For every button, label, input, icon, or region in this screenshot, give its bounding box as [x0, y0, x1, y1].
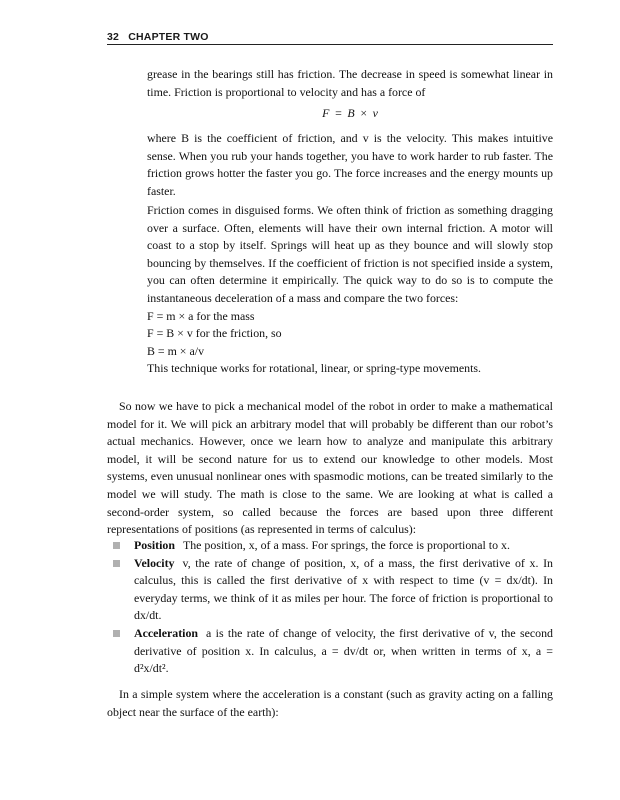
paragraph-friction-explanation: where B is the coefficient of friction, and v is the velocity. This makes intuitive sense. When you rub your hands together, you have to work harder to rub faster. The friction grows hotter the faster you go. The force increases and the energy mounts up faster.: [147, 131, 553, 198]
formula-friction: F = B × v for the friction, so: [147, 326, 282, 341]
technique-note: This technique works for rotational, linear, or spring-type movements.: [147, 361, 482, 376]
square-bullet-icon: [113, 560, 120, 567]
header-rule: [107, 44, 553, 45]
list-item-velocity: [113, 555, 553, 625]
paragraph-mechanical-model: So now we have to pick a mechanical model of the robot in order to make a mathematical model for it. We will pick an arbitrary model that will probably be different than our robot’s actual mechanics. However, once we learn how to analyze and manipulate this arbitrary model, it will be second nature for us to extend our knowledge to other models. Most systems, even unusual nonlinear ones with spasmodic motions, can be treated similarly to the model we will study. The math is close to the same. We are looking at what is called a second-order system, so called because the forces are based upon three different representations of positions (as represented in terms of calculus):: [107, 399, 553, 537]
definition-acceleration: a is the rate of change of velocity, the first derivative of v, the second derivative of position x. In calculus, a = dv/dt or, when written in terms of x, a = d²x/dt².: [134, 625, 553, 676]
running-head: [107, 31, 553, 43]
definition-position: The position, x, of a mass. For springs, the force is proportional to x.: [182, 538, 510, 552]
definition-velocity: v, the rate of change of position, x, of a mass, the first derivative of x. In calculus, this is called the first derivative of x with respect to time (v = dx/dt). In everyday terms, we think of it as miles per hour. The force of friction is proportional to dx/dt.: [134, 555, 553, 623]
list-item-acceleration: [113, 625, 553, 678]
list-item-position: [113, 537, 553, 555]
paragraph-disguised-forms: Friction comes in disguised forms. We often think of friction as something dragging over a surface. Often, elements will have their own internal friction. A motor will coast to a stop by itself. Springs will heat up as they bounce and will slowly stop bouncing by themselves. If the coefficient of friction is not specified inside a system, you can often determine it empirically. The quick way to do so is to compute the instantaneous deceleration of a mass and compare the two forces:: [147, 203, 553, 305]
paragraph-constant-acceleration: In a simple system where the acceleration is a constant (such as gravity acting on a falling object near the surface of the earth):: [107, 687, 553, 719]
formula-mass: F = m × a for the mass: [147, 308, 255, 323]
square-bullet-icon: [113, 542, 120, 549]
formula-coefficient: B = m × a/v: [147, 343, 205, 358]
term-acceleration: Acceleration: [134, 625, 199, 640]
paragraph-friction-intro: grease in the bearings still has friction. The decrease in speed is somewhat linear in time. Friction is proportional to velocity and has a force of: [147, 67, 553, 99]
chapter-title: CHAPTER TWO: [128, 31, 209, 43]
definition-list: [113, 537, 553, 678]
square-bullet-icon: [113, 630, 120, 637]
term-position: Position: [134, 538, 175, 552]
friction-forms-block: [147, 202, 553, 378]
term-velocity: Velocity: [134, 555, 175, 570]
page-number: 32: [107, 31, 120, 43]
friction-equation: F = B × v: [322, 106, 378, 120]
